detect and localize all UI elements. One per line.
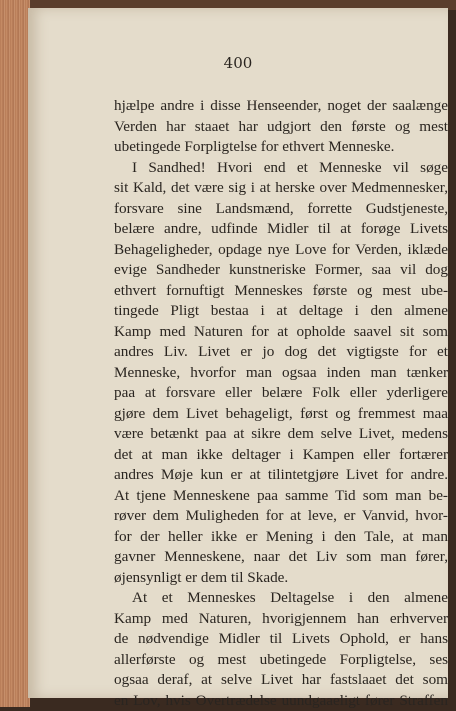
text-line: røver dem Muligheden for at leve, er Vanvid, hvor- [114, 506, 448, 527]
page-body [114, 96, 448, 711]
text-line: Menneske, hvorfor man ogsaa inden man tænker [114, 363, 448, 384]
text-line: gjøre dem Livet behageligt, først og fremmest maa [114, 404, 448, 425]
text-line: forsvare sine Landsmænd, forrette Gudstjeneste, [114, 199, 448, 220]
text-line: sit Kald, det være sig i at herske over Medmennesker, [114, 178, 448, 199]
text-line: hjælpe andre i disse Henseender, noget der saalænge [114, 96, 448, 117]
book-page-edges [0, 0, 30, 707]
text-line: evige Sandheder kunstneriske Former, saa vil dog [114, 260, 448, 281]
text-line: tingede Pligt bestaa i at deltage i den almene [114, 301, 448, 322]
text-line: Behageligheder, opdage nye Love for Verden, iklæde [114, 240, 448, 261]
text-line: belære andre, udfinde Midler til at forøge Livets [114, 219, 448, 240]
text-line: allerførste og mest ubetingede Forpligtelse, ses [114, 650, 448, 671]
text-line: ogsaa deraf, at selve Livet har fastslaaet det som [114, 670, 448, 691]
text-line: for der heller ikke er Mening i den Tale, at man [114, 527, 448, 548]
text-line: en Lov, hvis Overtrædelse uundgaaeligt fører Straffen [114, 691, 448, 711]
text-line: I Sandhed! Hvori end et Menneske vil søge [114, 158, 448, 179]
text-line: andres Liv. Livet er jo dog det vigtigste for et [114, 342, 448, 363]
text-line: paa at forsvare eller belære Folk eller yderligere [114, 383, 448, 404]
text-line: At tjene Menneskene paa samme Tid som man be- [114, 486, 448, 507]
page-number: 400 [28, 54, 448, 72]
text-line: ubetingede Forpligtelse for ethvert Menneske. [114, 137, 448, 158]
text-line: være betænkt paa at sikre dem selve Livet, medens [114, 424, 448, 445]
text-line: andres Møje kun er at tilintetgjøre Livet for andre. [114, 465, 448, 486]
text-line: At et Menneskes Deltagelse i den almene [114, 588, 448, 609]
book-page [28, 8, 448, 698]
text-line: Kamp med Naturen for at opholde saavel sit som [114, 322, 448, 343]
text-line: det at man ikke deltager i Kampen eller fortærer [114, 445, 448, 466]
text-line: øjensynligt er dem til Skade. [114, 568, 448, 589]
text-line: Kamp med Naturen, hvorigjennem han erhverver [114, 609, 448, 630]
text-line: de nødvendige Midler til Livets Ophold, er hans [114, 629, 448, 650]
text-line: ethvert fornuftigt Menneskes første og mest ube- [114, 281, 448, 302]
text-line: Verden har staaet har udgjort den første og mest [114, 117, 448, 138]
text-line: gavner Menneskene, naar det Liv som man fører, [114, 547, 448, 568]
